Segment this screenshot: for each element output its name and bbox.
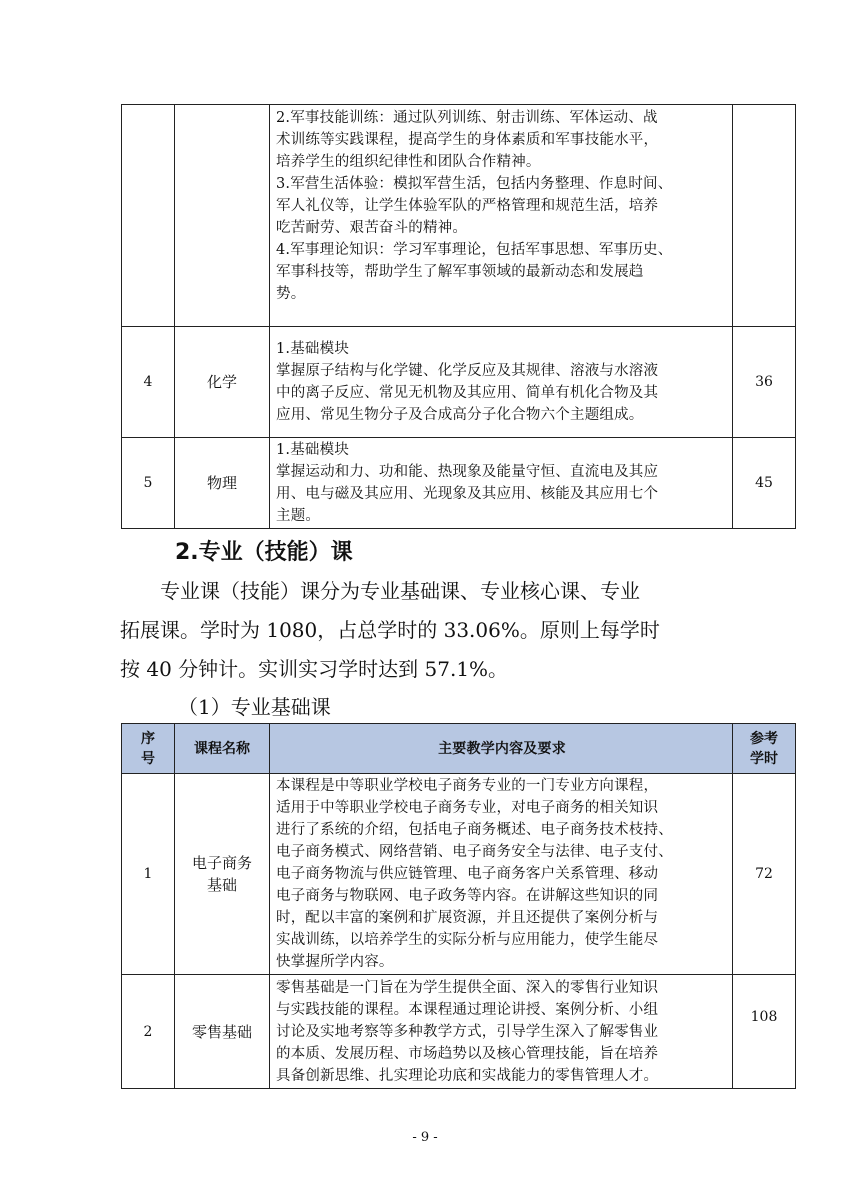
course-name-cell (175, 105, 270, 327)
table-header-row (122, 724, 796, 774)
course-name-line: 基础 (206, 876, 237, 894)
content-line: 时，配以丰富的案例和扩展资源，并且还提供了案例分析与 (276, 910, 659, 926)
hours-cell: 45 (733, 438, 796, 529)
row-number-cell: 5 (122, 438, 175, 529)
table-row (122, 438, 796, 529)
header-hours (733, 724, 796, 774)
content-line: 与实践技能的课程。本课程通过理论讲授、案例分析、小组 (276, 1001, 659, 1018)
hours-cell: 108 (733, 975, 796, 1089)
content-line: 电子商务与物联网、电子政务等内容。在讲解这些知识的同 (276, 888, 659, 904)
course-name-line: 电子商务 (191, 854, 252, 872)
content-line: 吃苦耐劳、艰苦奋斗的精神。 (276, 220, 468, 236)
section-paragraph (120, 572, 740, 689)
content-line: 培养学生的组织纪律性和团队合作精神。 (276, 154, 541, 170)
content-line: 零售基础是一门旨在为学生提供全面、深入的零售行业知识 (276, 979, 659, 996)
course-name-cell: 物理 (175, 438, 270, 529)
content-line: 主题。 (276, 508, 321, 524)
content-line: 术训练等实践课程，提高学生的身体素质和军事技能水平， (276, 132, 659, 148)
content-line: 应用、常见生物分子及合成高分子化合物六个主题组成。 (276, 407, 644, 423)
paragraph-line: 专业课（技能）课分为专业基础课、专业核心课、专业 (120, 579, 640, 603)
course-name-cell (175, 975, 270, 1089)
content-line: 进行了系统的介绍，包括电子商务概述、电子商务技术枝持、 (276, 822, 673, 838)
paragraph-line: 按 40 分钟计。实训实习学时达到 57.1%。 (120, 657, 509, 681)
header-number (122, 724, 175, 774)
content-line: 军事科技等，帮助学生了解军事领域的最新动态和发展趋 (276, 264, 644, 280)
foundation-courses-table (121, 723, 796, 1089)
table-row (122, 327, 796, 438)
header-text: 学时 (750, 750, 778, 767)
table-row (122, 774, 796, 975)
content-line: 本课程是中等职业学校电子商务专业的一门专业方向课程， (276, 778, 659, 794)
header-text: 参考 (750, 730, 778, 747)
course-content-cell (270, 774, 733, 975)
course-name-cell: 化学 (175, 327, 270, 438)
course-content-cell (270, 975, 733, 1089)
table-row (122, 105, 796, 327)
content-line: 军人礼仪等，让学生体验军队的严格管理和规范生活，培养 (276, 198, 659, 214)
row-number-cell: 4 (122, 327, 175, 438)
content-line: 讨论及实地考察等多种教学方式，引导学生深入了解零售业 (276, 1023, 659, 1040)
row-number-cell: 2 (122, 975, 175, 1089)
hours-cell: 72 (733, 774, 796, 975)
section-title: 2.专业（技能）课 (175, 540, 353, 565)
content-line: 1.基础模块 (276, 341, 350, 357)
content-line: 1.基础模块 (276, 442, 350, 458)
content-line: 掌握运动和力、功和能、热现象及能量守恒、直流电及其应 (276, 464, 659, 480)
content-line: 具备创新思维、扎实理论功底和实战能力的零售管理人才。 (276, 1067, 659, 1084)
course-content-cell (270, 105, 733, 327)
hours-cell: 36 (733, 327, 796, 438)
course-content-cell (270, 438, 733, 529)
paragraph-line: 拓展课。学时为 1080，占总学时的 33.06%。原则上每学时 (120, 618, 660, 642)
header-course-name: 课程名称 (175, 724, 270, 774)
row-number-cell (122, 105, 175, 327)
content-line: 4.军事理论知识：学习军事理论，包括军事思想、军事历史、 (276, 242, 673, 258)
content-line: 快掌握所学内容。 (276, 954, 394, 970)
course-content-cell (270, 327, 733, 438)
course-name-line: 零售基础 (191, 1022, 252, 1041)
content-line: 3.军营生活体验：模拟军营生活，包括内务整理、作息时间、 (276, 176, 673, 192)
header-text: 号 (141, 750, 155, 767)
row-number-cell: 1 (122, 774, 175, 975)
header-content: 主要教学内容及要求 (270, 724, 733, 774)
content-line: 用、电与磁及其应用、光现象及其应用、核能及其应用七个 (276, 486, 659, 502)
content-line: 势。 (276, 286, 306, 302)
hours-cell (733, 105, 796, 327)
content-line: 电子商务模式、网络营销、电子商务安全与法律、电子支付、 (276, 844, 673, 860)
course-name-cell (175, 774, 270, 975)
content-line: 2.军事技能训练：通过队列训练、射击训练、军体运动、战 (276, 110, 658, 126)
table-row (122, 975, 796, 1089)
content-line: 电子商务物流与供应链管理、电子商务客户关系管理、移动 (276, 866, 659, 882)
header-text: 序 (141, 730, 155, 747)
subsection-title: （1）专业基础课 (178, 695, 331, 719)
content-line: 中的离子反应、常见无机物及其应用、简单有机化合物及其 (276, 385, 659, 401)
content-line: 掌握原子结构与化学键、化学反应及其规律、溶液与水溶液 (276, 363, 659, 379)
curriculum-table-continued (121, 104, 796, 529)
page-number: - 9 - (412, 1130, 438, 1145)
content-line: 适用于中等职业学校电子商务专业，对电子商务的相关知识 (276, 800, 659, 816)
content-line: 的本质、发展历程、市场趋势以及核心管理技能，旨在培养 (276, 1045, 659, 1062)
content-line: 实战训练，以培养学生的实际分析与应用能力，使学生能尽 (276, 932, 659, 948)
